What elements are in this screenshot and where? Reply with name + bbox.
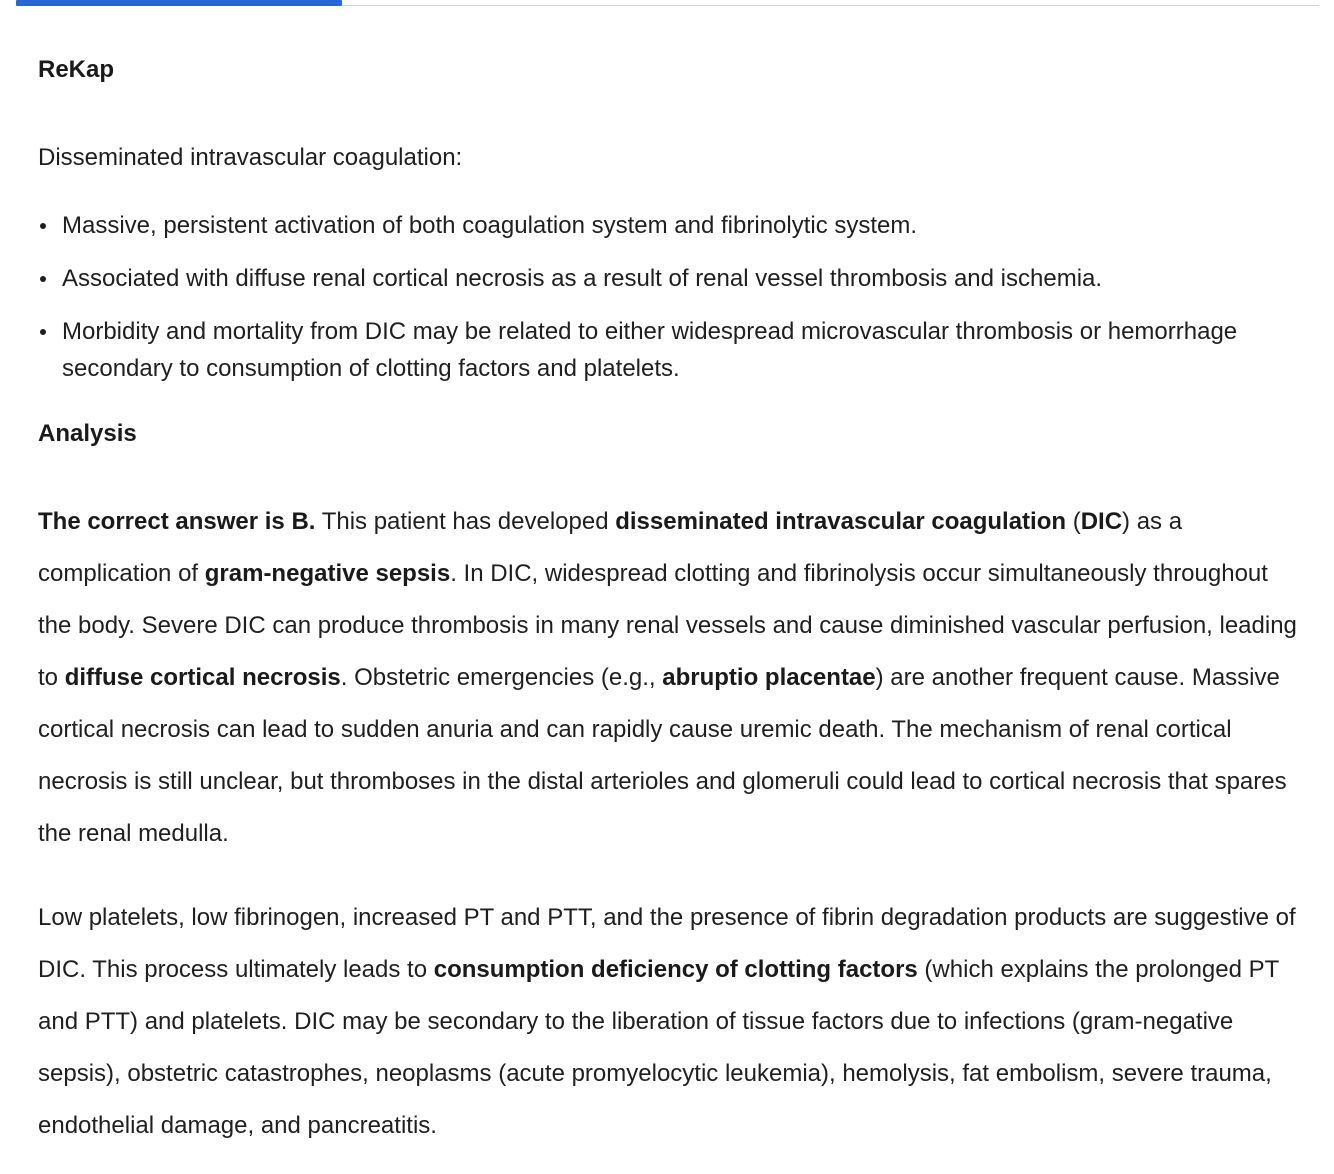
key-term: abruptio placentae [662, 664, 876, 691]
list-item: Morbidity and mortality from DIC may be related to either widespread microvascular thrombosis or hemorrhage secondary to consumption of clotting factors and platelets. [62, 313, 1262, 387]
progress-fill [16, 0, 342, 6]
text-run: . Obstetric emergencies (e.g., [340, 664, 663, 691]
key-term: diffuse cortical necrosis [64, 664, 341, 691]
key-term: disseminated intravascular coagulation [615, 508, 1067, 535]
text-run: ( [1066, 508, 1081, 535]
analysis-heading: Analysis [38, 420, 137, 447]
text-run: This patient has developed [315, 508, 616, 535]
text-run: . In DIC, widespread clotting and fibrinolysis occur simultaneously throughout the body. Severe DIC can produce thrombosis in many renal vessels and cause diminished vascular perfusion, leading to [38, 560, 1297, 691]
text-run: ) are another frequent cause. Massive cortical necrosis can lead to sudden anuria and can rapidly cause uremic death. The mechanism of renal cortical necrosis is still unclear, but thromboses in the distal arterioles and glomeruli could lead to cortical necrosis that spares the renal medulla. [38, 664, 1287, 847]
key-term: consumption deficiency of clotting factors [433, 956, 918, 983]
text-run: ) as a complication of [38, 508, 1183, 587]
text-run: (which explains the prolonged PT and PTT) and platelets. DIC may be secondary to the liberation of tissue factors due to infections (gram-negative sepsis), obstetric catastrophes, neoplasms (acute promyelocytic leukemia), hemolysis, fat embolism, severe trauma, endothelial damage, and pancreatitis. [38, 956, 1279, 1139]
correct-answer-statement: The correct answer is B. [38, 508, 316, 535]
rekap-heading: ReKap [38, 56, 115, 83]
list-item: Associated with diffuse renal cortical necrosis as a result of renal vessel thrombosis and ischemia. [62, 260, 1262, 297]
analysis-paragraph-1 [38, 496, 1300, 860]
text-run: Low platelets, low fibrinogen, increased PT and PTT, and the presence of fibrin degradation products are suggestive of DIC. This process ultimately leads to [38, 904, 1296, 983]
key-term: DIC [1080, 508, 1123, 535]
rekap-intro: Disseminated intravascular coagulation: [38, 144, 463, 171]
analysis-paragraph-2 [38, 892, 1300, 1152]
list-item: Massive, persistent activation of both coagulation system and fibrinolytic system. [62, 207, 1262, 244]
key-term: gram-negative sepsis [204, 560, 451, 587]
